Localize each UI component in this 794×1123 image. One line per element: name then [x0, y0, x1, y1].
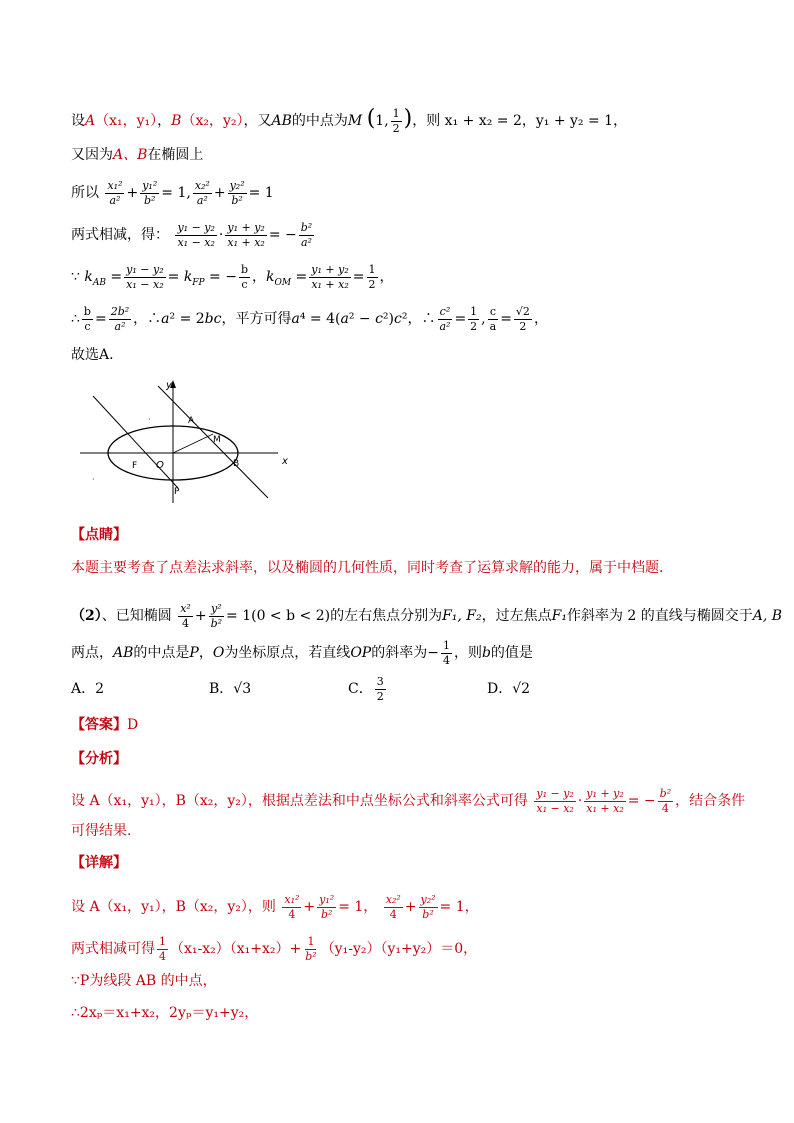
fenxi-line-1: 设 A（x₁，y₁），B（x₂，y₂），根据点差法和中点坐标公式和斜率公式可得 $\frac{\text{y₁ − y₂}}{\text{x₁ − x₂}}$ · $\frac{\text{y₁ + y₂}}{\text{x₁ + x₂}}$ = − $\frac{\text{b²}}{4}$ ，结合条件	[71, 787, 746, 815]
option-d[interactable]: D．√2	[487, 681, 531, 697]
options-row	[71, 675, 731, 703]
solution-line-5: ∵ $k_{AB}$ = $\frac{\text{y₁ − y₂}}{\text{x₁ − x₂}}$ = $k_{FP}$ = − $\frac{b}{c}$ ，$k_{OM}$ = $\frac{\text{y₁ + y₂}}{\text{x₁ + x₂}}$ = $\frac{1}{2}$ ，	[71, 263, 394, 291]
question-2-line-2: 两点，AB的中点是P，O为坐标原点，若直线OP的斜率为− $\frac{1}{4}$ ，则b的值是	[71, 639, 533, 667]
option-c[interactable]: C． $\frac{3}{2}$	[348, 675, 384, 703]
line-fp	[93, 396, 178, 488]
solution-line-3: 所以 $\frac{\text{x₁²}}{\text{a²}}$ + $\frac{\text{y₁²}}{\text{b²}}$ = 1, $\frac{\text{x₂²}}{\text{a²}}$ + $\frac{\text{y₂²}}{\text{b²}}$ = 1	[71, 179, 274, 207]
svg-text:·: ·	[92, 475, 95, 484]
dianjing-text: 本题主要考查了点差法求斜率，以及椭圆的几何性质，同时考查了运算求解的能力，属于中档题．	[71, 560, 673, 576]
question-2-line-1: （2）、已知椭圆 $\frac{\text{x²}}{4}$ + $\frac{\text{y²}}{\text{b²}}$ = 1(0 < b < 2)的左右焦点分别为F₁, F₂，过左焦点F₁作斜率为 2 的直线与椭圆交于A, B	[71, 602, 783, 630]
ellipse-figure	[78, 378, 298, 508]
solution-line-2: 又因为A、B在椭圆上	[71, 147, 204, 163]
point-p-label: P	[174, 487, 180, 497]
option-a[interactable]: A．2	[71, 681, 105, 697]
point-m-label: M	[213, 435, 221, 445]
answer-line: 【答案】D	[71, 717, 139, 733]
solution-line-6: ∴ $\frac{b}{c}$ = $\frac{\text{2b²}}{\text{a²}}$ ，∴a² = 2bc，平方可得a⁴ = 4(a² − c²)c²，∴ $\frac{\text{c²}}{\text{a²}}$ = $\frac{1}{2}$ , $\frac{c}{a}$ = $\frac{√2}{2}$ ，	[71, 305, 548, 333]
xiangjie-label: 【详解】	[71, 855, 127, 871]
solution-line-4: 两式相减，得： $\frac{\text{y₁ − y₂}}{\text{x₁ − x₂}}$ · $\frac{\text{y₁ + y₂}}{\text{x₁ + x₂}}$ = − $\frac{\text{b²}}{\text{a²}}$	[71, 221, 313, 249]
x-label: x	[282, 456, 288, 467]
xiangjie-line-4: ∴2xₚ＝x₁+x₂，2yₚ＝y₁+y₂，	[71, 1005, 259, 1021]
point-a-label: A	[188, 416, 195, 426]
solution-line-1: 设A（x₁，y₁），B（x₂，y₂），又AB的中点为M (1, $\frac{1}{2}$ )，则 x₁ + x₂ = 2，y₁ + y₂ = 1，	[71, 106, 628, 135]
point-b-label: B	[233, 459, 240, 469]
solution-line-7: 故选A.	[71, 347, 114, 363]
fenxi-line-2: 可得结果.	[71, 823, 132, 839]
xiangjie-line-1: 设 A（x₁，y₁），B（x₂，y₂），则 $\frac{\text{x₁²}}{4}$ + $\frac{\text{y₁²}}{\text{b²}}$ = 1， $\frac{\text{x₂²}}{4}$ + $\frac{\text{y₂²}}{\text{b²}}$ = 1，	[71, 893, 479, 921]
origin-label: O	[156, 460, 164, 471]
xiangjie-line-2: 两式相减可得 $\frac{1}{4}$ （x₁-x₂）（x₁+x₂）+ $\frac{1}{\text{b²}}$ （y₁-y₂）（y₁+y₂）＝0，	[71, 935, 478, 963]
xiangjie-line-3: ∵P为线段 AB 的中点，	[71, 973, 217, 989]
dianjing-label: 【点睛】	[71, 527, 127, 543]
y-label: y	[166, 380, 172, 391]
option-b[interactable]: B．√3	[209, 681, 252, 697]
point-f-label: F	[132, 461, 138, 471]
segment-om	[173, 434, 213, 453]
svg-text:·: ·	[148, 415, 151, 424]
fenxi-label: 【分析】	[71, 751, 127, 767]
